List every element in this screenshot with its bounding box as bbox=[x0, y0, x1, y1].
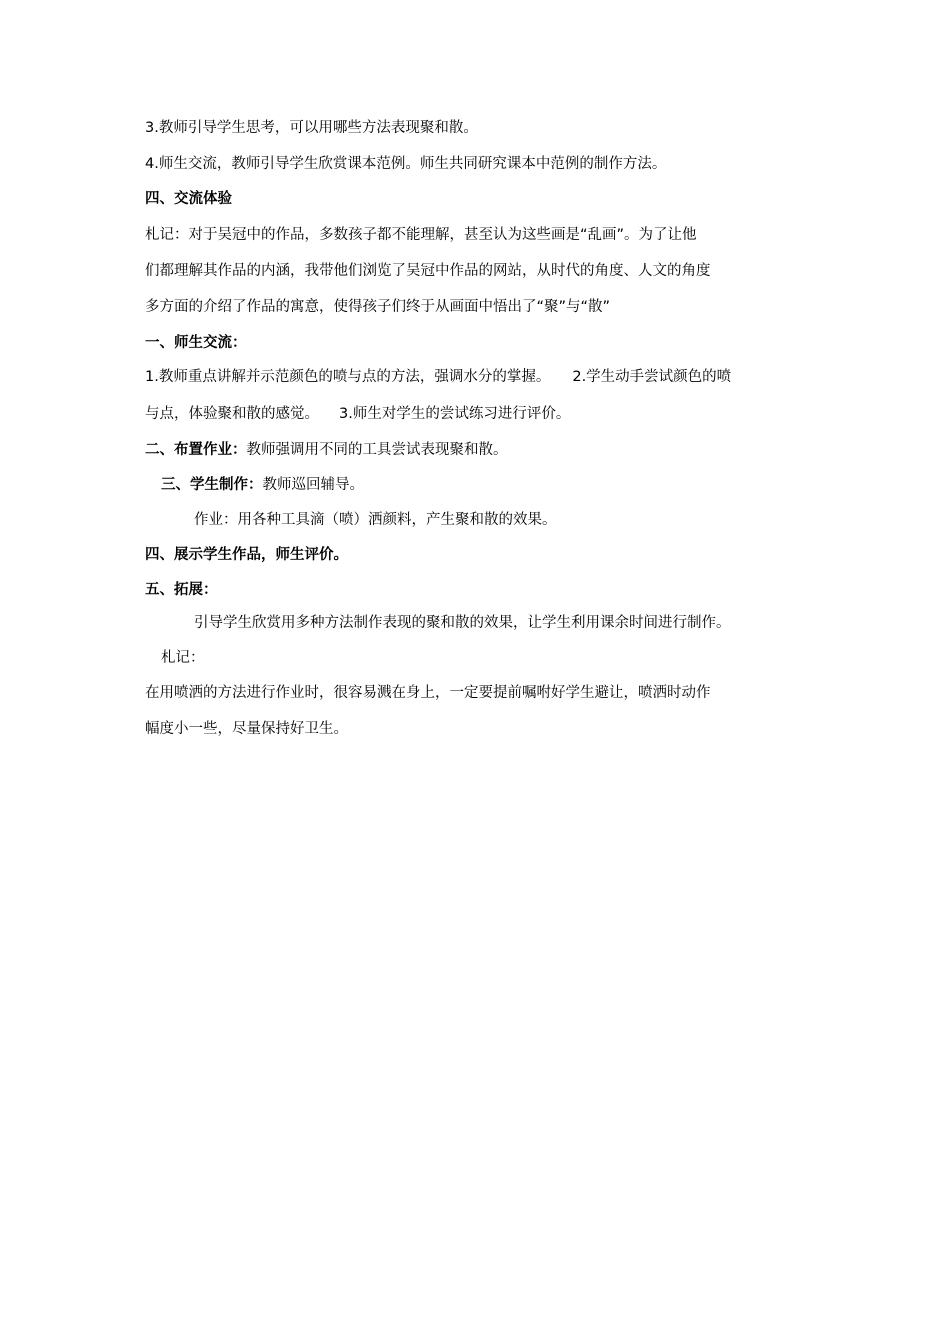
step-4-line: 4.师生交流，教师引导学生欣赏课本范例。师生共同研究课本中范例的制作方法。 bbox=[145, 156, 667, 172]
shisheng-paragraph-line-1 bbox=[145, 367, 731, 387]
buzhi-line bbox=[145, 440, 508, 460]
buzhi-text: 教师强调用不同的工具尝试表现聚和散。 bbox=[246, 442, 508, 458]
zhizuo-line bbox=[161, 475, 364, 495]
shisheng-point-1: 1.教师重点讲解并示范颜色的喷与点的方法，强调水分的掌握。 bbox=[145, 369, 551, 385]
section-heading-zhizuo: 三、学生制作： bbox=[161, 477, 263, 493]
section-heading-jiaoliu: 四、交流体验 bbox=[145, 191, 232, 207]
zhizuo-text: 教师巡回辅导。 bbox=[262, 477, 364, 493]
note-2-line-2: 幅度小一些，尽量保持好卫生。 bbox=[145, 721, 348, 737]
note-1-line-1: 札记：对于吴冠中的作品，多数孩子都不能理解，甚至认为这些画是“乱画”。为了让他 bbox=[145, 227, 697, 243]
shisheng-paragraph-line-2 bbox=[145, 404, 570, 424]
homework-line: 作业：用各种工具滴（喷）洒颜料，产生聚和散的效果。 bbox=[194, 512, 557, 528]
step-3-line: 3.教师引导学生思考，可以用哪些方法表现聚和散。 bbox=[145, 120, 478, 136]
shisheng-point-2: 2.学生动手尝试颜色的喷 bbox=[572, 369, 732, 385]
shisheng-point-3: 3.师生对学生的尝试练习进行评价。 bbox=[339, 406, 571, 422]
note-2-line-1: 在用喷洒的方法进行作业时，很容易溅在身上，一定要提前嘱咐好学生避让，喷洒时动作 bbox=[145, 685, 711, 701]
section-heading-buzhi: 二、布置作业： bbox=[145, 442, 247, 458]
note-1-line-3: 多方面的介绍了作品的寓意，使得孩子们终于从画面中悟出了“聚”与“散” bbox=[145, 299, 611, 315]
section-heading-zhanshi: 四、展示学生作品，师生评价。 bbox=[145, 547, 348, 563]
section-heading-tuozhan: 五、拓展： bbox=[145, 582, 218, 598]
zhaji-label: 札记： bbox=[161, 650, 205, 666]
note-1-line-2: 们都理解其作品的内涵，我带他们浏览了吴冠中作品的网站，从时代的角度、人文的角度 bbox=[145, 263, 711, 279]
section-heading-shisheng: 一、师生交流： bbox=[145, 335, 247, 351]
shisheng-point-2-cont: 与点，体验聚和散的感觉。 bbox=[145, 406, 319, 422]
tuozhan-text: 引导学生欣赏用多种方法制作表现的聚和散的效果，让学生利用课余时间进行制作。 bbox=[194, 615, 731, 631]
